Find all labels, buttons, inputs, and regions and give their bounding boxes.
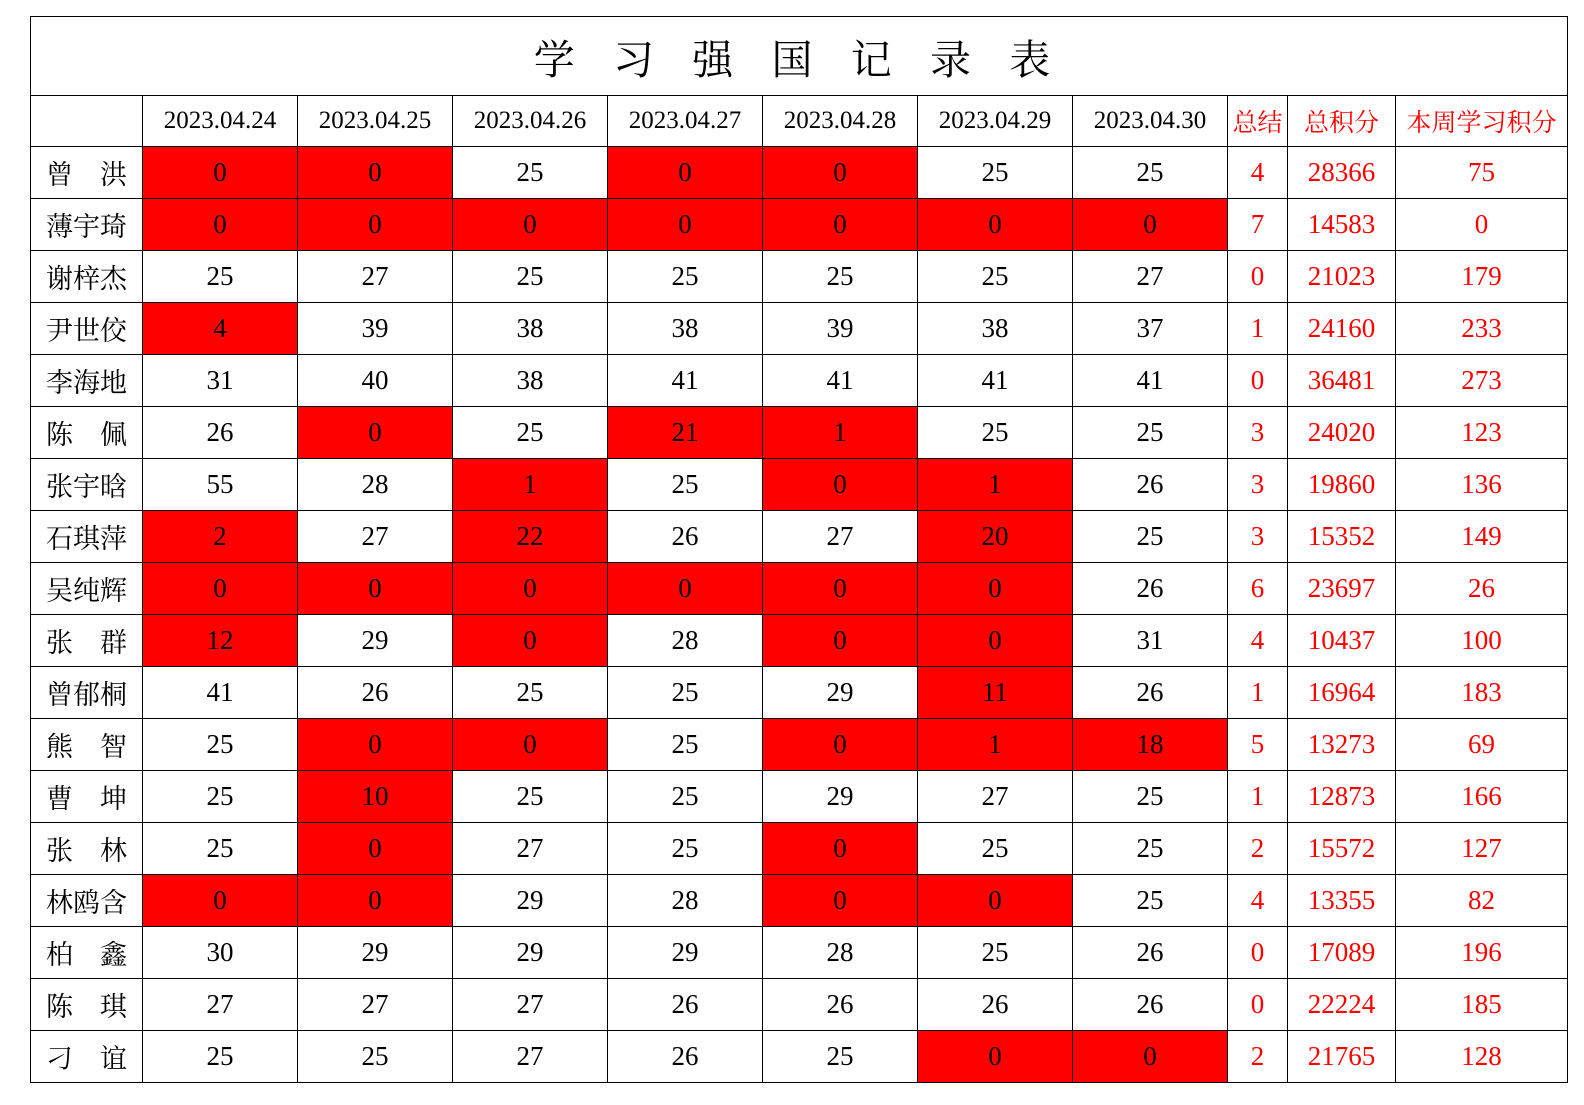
day-score-cell: 0 (763, 147, 918, 199)
day-score-cell: 28 (608, 875, 763, 927)
summary-cell: 6 (1228, 563, 1288, 615)
day-score-cell: 0 (608, 199, 763, 251)
summary-cell: 3 (1228, 407, 1288, 459)
student-name-cell: 张 群 (31, 615, 143, 667)
day-score-cell: 0 (298, 199, 453, 251)
table-row (31, 927, 1568, 979)
week-points-cell: 136 (1396, 459, 1568, 511)
day-score-cell: 25 (608, 251, 763, 303)
summary-cell: 7 (1228, 199, 1288, 251)
day-score-cell: 29 (608, 927, 763, 979)
day-score-cell: 25 (918, 251, 1073, 303)
table-row (31, 251, 1568, 303)
summary-cell: 3 (1228, 511, 1288, 563)
day-score-cell: 27 (918, 771, 1073, 823)
table-row (31, 199, 1568, 251)
day-score-cell: 28 (763, 927, 918, 979)
day-score-cell: 27 (298, 979, 453, 1031)
week-points-cell: 69 (1396, 719, 1568, 771)
day-score-cell: 25 (763, 1031, 918, 1083)
summary-cell: 0 (1228, 251, 1288, 303)
summary-cell: 2 (1228, 1031, 1288, 1083)
week-points-cell: 128 (1396, 1031, 1568, 1083)
summary-cell: 1 (1228, 303, 1288, 355)
table-row (31, 667, 1568, 719)
day-score-cell: 28 (608, 615, 763, 667)
day-score-cell: 25 (1073, 511, 1228, 563)
day-score-cell: 2 (143, 511, 298, 563)
day-score-cell: 0 (298, 563, 453, 615)
table-row (31, 823, 1568, 875)
day-score-cell: 29 (763, 771, 918, 823)
week-points-cell: 179 (1396, 251, 1568, 303)
total-points-cell: 21765 (1288, 1031, 1396, 1083)
day-score-cell: 25 (453, 147, 608, 199)
student-name-cell: 张宇晗 (31, 459, 143, 511)
week-points-cell: 185 (1396, 979, 1568, 1031)
summary-cell: 2 (1228, 823, 1288, 875)
day-score-cell: 0 (453, 719, 608, 771)
page-title: 学 习 强 国 记 录 表 (31, 17, 1568, 96)
student-name-cell: 熊 智 (31, 719, 143, 771)
day-score-cell: 0 (298, 719, 453, 771)
summary-cell: 4 (1228, 147, 1288, 199)
day-score-cell: 26 (1073, 459, 1228, 511)
summary-cell: 1 (1228, 667, 1288, 719)
day-score-cell: 25 (143, 823, 298, 875)
week-points-cell: 149 (1396, 511, 1568, 563)
title-row (31, 17, 1568, 96)
day-score-cell: 55 (143, 459, 298, 511)
day-score-cell: 25 (608, 719, 763, 771)
day-score-cell: 25 (1073, 147, 1228, 199)
table-row (31, 511, 1568, 563)
week-points-cell: 100 (1396, 615, 1568, 667)
day-score-cell: 25 (298, 1031, 453, 1083)
day-score-cell: 25 (1073, 823, 1228, 875)
day-score-cell: 25 (143, 251, 298, 303)
week-points-cell: 127 (1396, 823, 1568, 875)
day-score-cell: 0 (918, 563, 1073, 615)
day-score-cell: 25 (918, 147, 1073, 199)
day-score-cell: 25 (608, 459, 763, 511)
day-score-cell: 31 (143, 355, 298, 407)
day-score-cell: 21 (608, 407, 763, 459)
day-score-cell: 29 (298, 927, 453, 979)
summary-cell: 0 (1228, 927, 1288, 979)
total-points-cell: 12873 (1288, 771, 1396, 823)
total-points-cell: 10437 (1288, 615, 1396, 667)
day-score-cell: 0 (298, 875, 453, 927)
student-name-cell: 张 林 (31, 823, 143, 875)
day-score-cell: 0 (763, 563, 918, 615)
summary-cell: 5 (1228, 719, 1288, 771)
table-row (31, 459, 1568, 511)
table-row (31, 979, 1568, 1031)
header-total-points: 总积分 (1288, 96, 1396, 147)
day-score-cell: 41 (608, 355, 763, 407)
day-score-cell: 41 (918, 355, 1073, 407)
summary-cell: 4 (1228, 875, 1288, 927)
day-score-cell: 25 (763, 251, 918, 303)
day-score-cell: 31 (1073, 615, 1228, 667)
table-row (31, 355, 1568, 407)
day-score-cell: 41 (143, 667, 298, 719)
student-name-cell: 曾 洪 (31, 147, 143, 199)
day-score-cell: 39 (298, 303, 453, 355)
day-score-cell: 41 (1073, 355, 1228, 407)
day-score-cell: 26 (1073, 563, 1228, 615)
header-day-5: 2023.04.28 (763, 96, 918, 147)
student-name-cell: 谢梓杰 (31, 251, 143, 303)
total-points-cell: 24160 (1288, 303, 1396, 355)
day-score-cell: 0 (763, 823, 918, 875)
table-row (31, 875, 1568, 927)
header-day-1: 2023.04.24 (143, 96, 298, 147)
day-score-cell: 29 (763, 667, 918, 719)
day-score-cell: 0 (298, 823, 453, 875)
total-points-cell: 22224 (1288, 979, 1396, 1031)
week-points-cell: 233 (1396, 303, 1568, 355)
day-score-cell: 0 (143, 875, 298, 927)
student-name-cell: 柏 鑫 (31, 927, 143, 979)
day-score-cell: 0 (1073, 199, 1228, 251)
day-score-cell: 26 (608, 979, 763, 1031)
day-score-cell: 26 (1073, 979, 1228, 1031)
day-score-cell: 0 (1073, 1031, 1228, 1083)
day-score-cell: 27 (298, 511, 453, 563)
day-score-cell: 0 (453, 615, 608, 667)
day-score-cell: 0 (918, 199, 1073, 251)
day-score-cell: 25 (143, 719, 298, 771)
week-points-cell: 82 (1396, 875, 1568, 927)
study-record-table (30, 16, 1568, 1083)
day-score-cell: 29 (453, 927, 608, 979)
day-score-cell: 0 (918, 615, 1073, 667)
day-score-cell: 1 (918, 719, 1073, 771)
day-score-cell: 26 (1073, 927, 1228, 979)
day-score-cell: 25 (608, 771, 763, 823)
student-name-cell: 吴纯辉 (31, 563, 143, 615)
day-score-cell: 4 (143, 303, 298, 355)
day-score-cell: 25 (1073, 407, 1228, 459)
day-score-cell: 0 (918, 875, 1073, 927)
day-score-cell: 1 (918, 459, 1073, 511)
day-score-cell: 26 (143, 407, 298, 459)
table-row (31, 615, 1568, 667)
day-score-cell: 0 (143, 147, 298, 199)
day-score-cell: 27 (453, 823, 608, 875)
day-score-cell: 37 (1073, 303, 1228, 355)
day-score-cell: 27 (1073, 251, 1228, 303)
header-day-4: 2023.04.27 (608, 96, 763, 147)
day-score-cell: 20 (918, 511, 1073, 563)
week-points-cell: 196 (1396, 927, 1568, 979)
week-points-cell: 273 (1396, 355, 1568, 407)
student-name-cell: 曾郁桐 (31, 667, 143, 719)
day-score-cell: 0 (143, 199, 298, 251)
table-row (31, 1031, 1568, 1083)
day-score-cell: 10 (298, 771, 453, 823)
day-score-cell: 0 (298, 407, 453, 459)
day-score-cell: 38 (453, 303, 608, 355)
summary-cell: 1 (1228, 771, 1288, 823)
day-score-cell: 26 (918, 979, 1073, 1031)
header-summary: 总结 (1228, 96, 1288, 147)
day-score-cell: 40 (298, 355, 453, 407)
day-score-cell: 25 (453, 251, 608, 303)
day-score-cell: 27 (763, 511, 918, 563)
student-name-cell: 林鸥含 (31, 875, 143, 927)
table-row (31, 303, 1568, 355)
day-score-cell: 26 (608, 1031, 763, 1083)
total-points-cell: 24020 (1288, 407, 1396, 459)
header-name-column (31, 96, 143, 147)
day-score-cell: 26 (1073, 667, 1228, 719)
day-score-cell: 27 (453, 1031, 608, 1083)
day-score-cell: 38 (918, 303, 1073, 355)
header-week-points: 本周学习积分 (1396, 96, 1568, 147)
day-score-cell: 25 (453, 407, 608, 459)
student-name-cell: 曹 坤 (31, 771, 143, 823)
student-name-cell: 李海地 (31, 355, 143, 407)
day-score-cell: 0 (763, 719, 918, 771)
table-row (31, 771, 1568, 823)
header-day-7: 2023.04.30 (1073, 96, 1228, 147)
day-score-cell: 41 (763, 355, 918, 407)
day-score-cell: 27 (453, 979, 608, 1031)
day-score-cell: 12 (143, 615, 298, 667)
total-points-cell: 15572 (1288, 823, 1396, 875)
day-score-cell: 25 (453, 771, 608, 823)
day-score-cell: 27 (143, 979, 298, 1031)
table-row (31, 719, 1568, 771)
day-score-cell: 0 (298, 147, 453, 199)
day-score-cell: 0 (453, 563, 608, 615)
week-points-cell: 75 (1396, 147, 1568, 199)
total-points-cell: 13355 (1288, 875, 1396, 927)
week-points-cell: 123 (1396, 407, 1568, 459)
summary-cell: 3 (1228, 459, 1288, 511)
student-name-cell: 陈 佩 (31, 407, 143, 459)
day-score-cell: 39 (763, 303, 918, 355)
day-score-cell: 0 (453, 199, 608, 251)
student-name-cell: 刁 谊 (31, 1031, 143, 1083)
day-score-cell: 18 (1073, 719, 1228, 771)
day-score-cell: 26 (608, 511, 763, 563)
total-points-cell: 16964 (1288, 667, 1396, 719)
day-score-cell: 0 (608, 563, 763, 615)
summary-cell: 0 (1228, 979, 1288, 1031)
day-score-cell: 11 (918, 667, 1073, 719)
header-day-3: 2023.04.26 (453, 96, 608, 147)
total-points-cell: 23697 (1288, 563, 1396, 615)
total-points-cell: 15352 (1288, 511, 1396, 563)
summary-cell: 4 (1228, 615, 1288, 667)
day-score-cell: 29 (298, 615, 453, 667)
week-points-cell: 0 (1396, 199, 1568, 251)
day-score-cell: 25 (143, 771, 298, 823)
day-score-cell: 27 (298, 251, 453, 303)
table-row (31, 563, 1568, 615)
day-score-cell: 0 (763, 615, 918, 667)
total-points-cell: 14583 (1288, 199, 1396, 251)
week-points-cell: 166 (1396, 771, 1568, 823)
week-points-cell: 26 (1396, 563, 1568, 615)
header-day-6: 2023.04.29 (918, 96, 1073, 147)
table-row (31, 407, 1568, 459)
day-score-cell: 0 (763, 459, 918, 511)
total-points-cell: 13273 (1288, 719, 1396, 771)
total-points-cell: 17089 (1288, 927, 1396, 979)
day-score-cell: 0 (918, 1031, 1073, 1083)
header-row (31, 96, 1568, 147)
day-score-cell: 25 (1073, 875, 1228, 927)
week-points-cell: 183 (1396, 667, 1568, 719)
table-row (31, 147, 1568, 199)
summary-cell: 0 (1228, 355, 1288, 407)
day-score-cell: 38 (453, 355, 608, 407)
total-points-cell: 28366 (1288, 147, 1396, 199)
day-score-cell: 25 (918, 407, 1073, 459)
day-score-cell: 25 (608, 823, 763, 875)
day-score-cell: 0 (763, 875, 918, 927)
day-score-cell: 25 (918, 927, 1073, 979)
day-score-cell: 29 (453, 875, 608, 927)
student-name-cell: 薄宇琦 (31, 199, 143, 251)
table-body (31, 17, 1568, 1083)
student-name-cell: 陈 琪 (31, 979, 143, 1031)
total-points-cell: 19860 (1288, 459, 1396, 511)
day-score-cell: 25 (453, 667, 608, 719)
student-name-cell: 尹世佼 (31, 303, 143, 355)
day-score-cell: 1 (453, 459, 608, 511)
day-score-cell: 0 (608, 147, 763, 199)
day-score-cell: 1 (763, 407, 918, 459)
day-score-cell: 25 (608, 667, 763, 719)
day-score-cell: 0 (143, 563, 298, 615)
day-score-cell: 38 (608, 303, 763, 355)
total-points-cell: 36481 (1288, 355, 1396, 407)
day-score-cell: 26 (763, 979, 918, 1031)
day-score-cell: 25 (1073, 771, 1228, 823)
student-name-cell: 石琪萍 (31, 511, 143, 563)
day-score-cell: 30 (143, 927, 298, 979)
header-day-2: 2023.04.25 (298, 96, 453, 147)
day-score-cell: 0 (763, 199, 918, 251)
day-score-cell: 25 (918, 823, 1073, 875)
day-score-cell: 25 (143, 1031, 298, 1083)
day-score-cell: 22 (453, 511, 608, 563)
total-points-cell: 21023 (1288, 251, 1396, 303)
day-score-cell: 28 (298, 459, 453, 511)
day-score-cell: 26 (298, 667, 453, 719)
